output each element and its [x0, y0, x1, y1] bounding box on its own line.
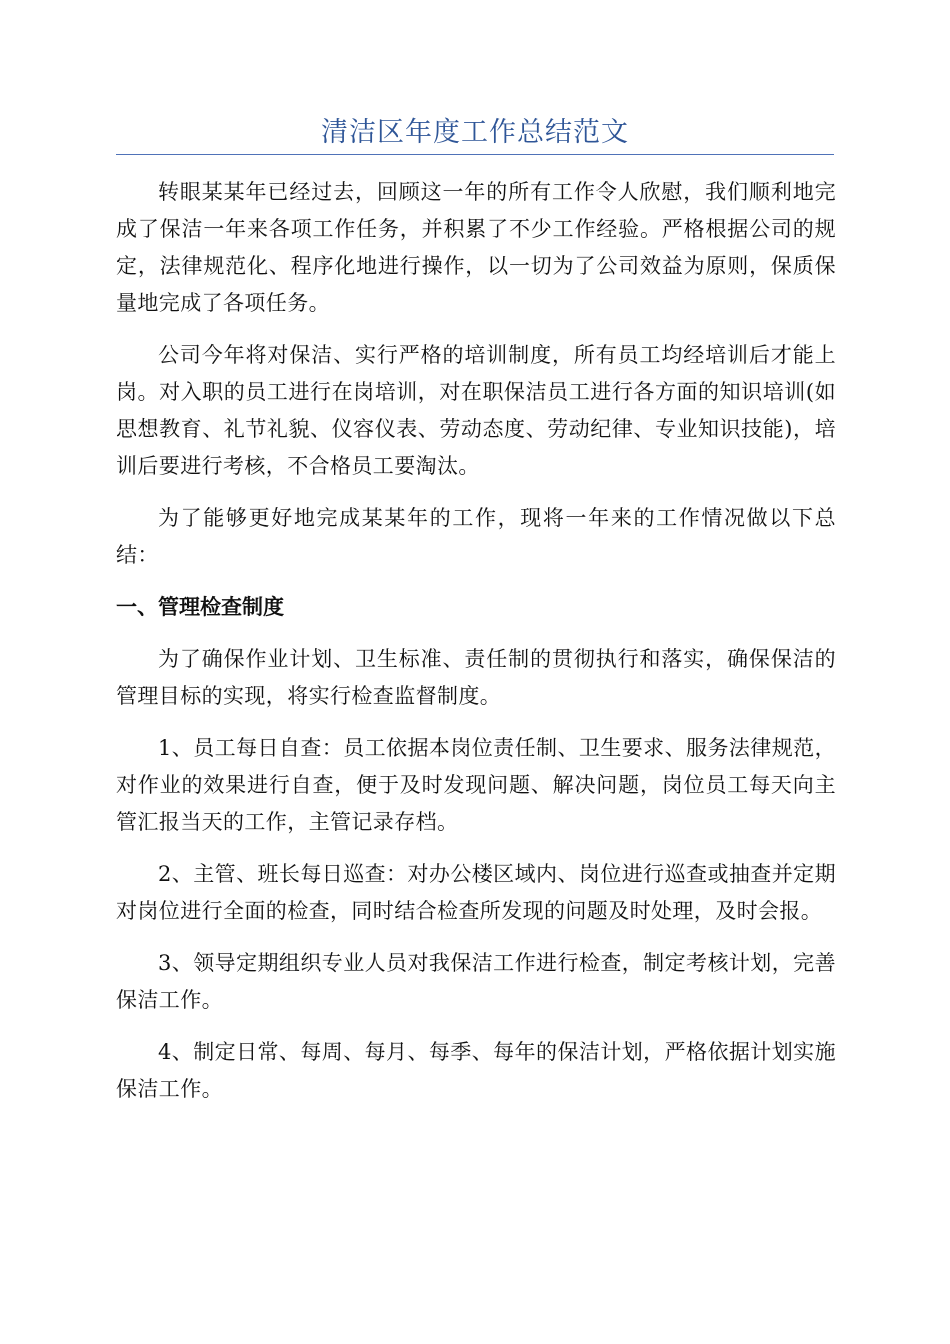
document-title: 清洁区年度工作总结范文 [321, 117, 629, 148]
intro-paragraph: 转眼某某年已经过去，回顾这一年的所有工作令人欣慰，我们顺利地完成了保洁一年来各项工作任务，并积累了不少工作经验。严格根据公司的规定，法律规范化、程序化地进行操作，以一切为了公司效益为原则，保质保量地完成了各项任务。 [116, 180, 836, 315]
section-lead-paragraph: 为了确保作业计划、卫生标准、责任制的贯彻执行和落实，确保保洁的管理目标的实现，将实行检查监督制度。 [116, 647, 836, 708]
training-paragraph: 公司今年将对保洁、实行严格的培训制度，所有员工均经培训后才能上岗。对入职的员工进行在岗培训，对在职保洁员工进行各方面的知识培训(如思想教育、礼节礼貌、仪容仪表、劳动态度、劳动纪律、专业知识技能)，培训后要进行考核，不合格员工要淘汰。 [116, 343, 836, 478]
section-heading: 一、管理检查制度 [116, 595, 284, 619]
list-item: 3、领导定期组织专业人员对我保洁工作进行检查，制定考核计划，完善保洁工作。 [116, 951, 836, 1012]
summary-intro-paragraph: 为了能够更好地完成某某年的工作，现将一年来的工作情况做以下总结： [116, 506, 836, 567]
list-item: 2、主管、班长每日巡查：对办公楼区域内、岗位进行巡查或抽查并定期对岗位进行全面的检查，同时结合检查所发现的问题及时处理，及时会报。 [116, 862, 836, 923]
list-item: 1、员工每日自查：员工依据本岗位责任制、卫生要求、服务法律规范，对作业的效果进行自查，便于及时发现问题、解决问题，岗位员工每天向主管汇报当天的工作，主管记录存档。 [116, 736, 836, 834]
title-underline [116, 154, 834, 155]
document-body [116, 174, 836, 1123]
list-item: 4、制定日常、每周、每月、每季、每年的保洁计划，严格依据计划实施保洁工作。 [116, 1040, 836, 1101]
